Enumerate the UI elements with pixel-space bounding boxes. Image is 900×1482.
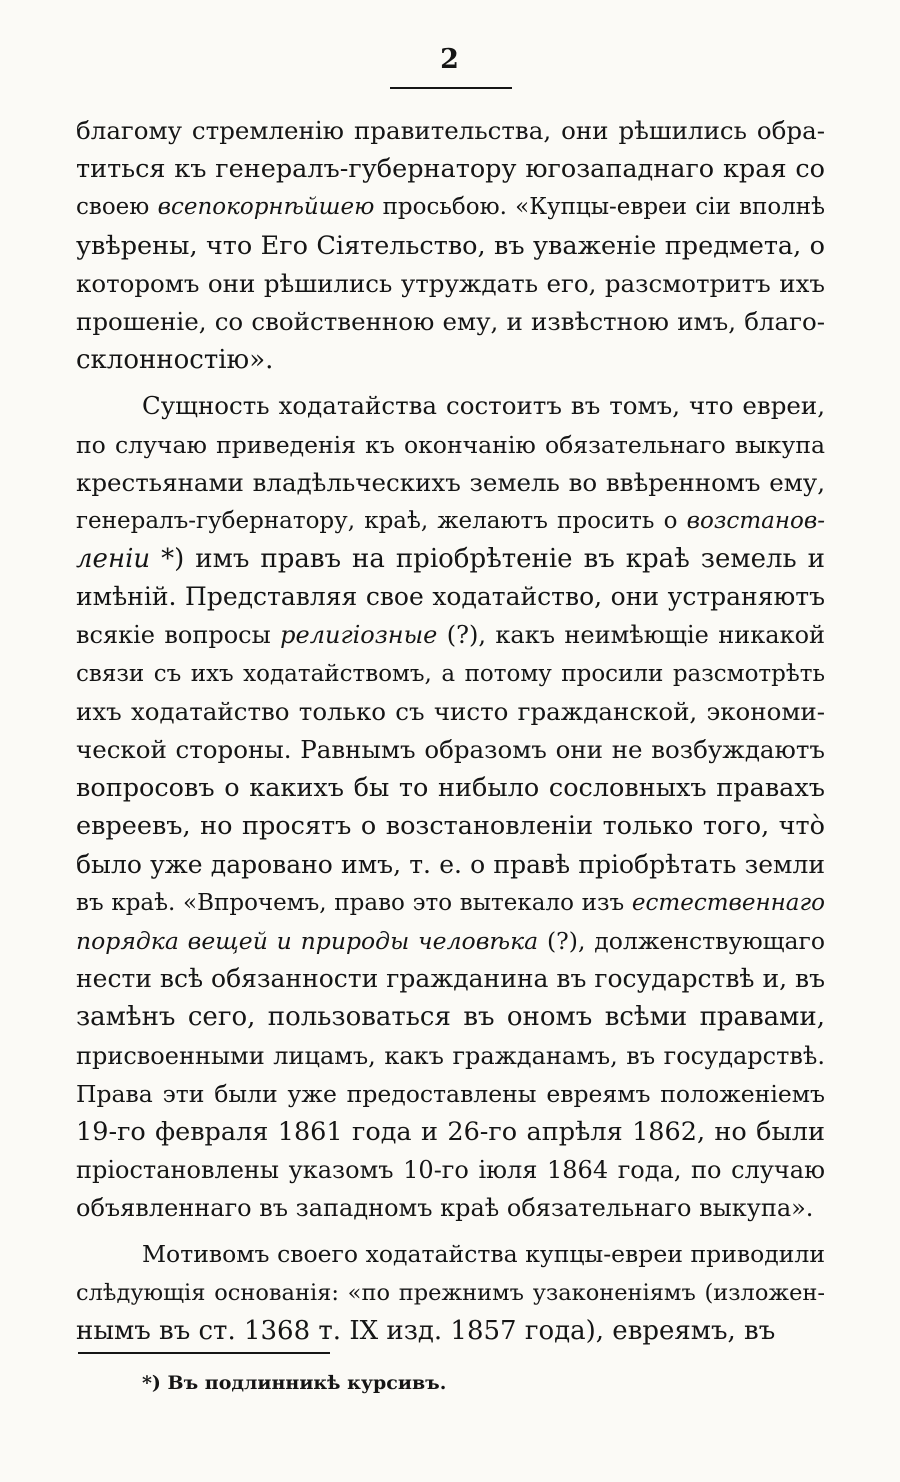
text-line	[76, 227, 825, 265]
text-line	[76, 1151, 825, 1189]
italic-text: всепокорнѣйшею	[157, 194, 375, 221]
body-text	[76, 112, 825, 1350]
text-run: ческой стороны. Равнымъ образомъ они не возбуждаютъ	[76, 735, 825, 764]
text-run: титься къ генералъ-губернатору югозападнаго края со	[76, 154, 825, 185]
text-line	[76, 426, 825, 464]
footnote-rule	[78, 1352, 330, 1354]
paragraph	[76, 387, 825, 1227]
text-line	[76, 578, 825, 616]
text-run: 19-го февраля 1861 года и 26-го апрѣля 1862, но были	[76, 1116, 825, 1147]
text-line	[76, 884, 825, 922]
text-run: генералъ-губернатору, краѣ, желаютъ просить о	[76, 507, 687, 534]
text-run: склонностію».	[76, 345, 274, 376]
text-run: было уже даровано имъ, т. е. о правѣ пріобрѣтать земли	[76, 849, 825, 879]
text-run: (?), долженствующаго	[538, 926, 825, 955]
text-line	[76, 341, 825, 379]
footnote: *) Въ подлинникѣ курсивъ.	[142, 1372, 447, 1394]
text-line	[76, 693, 825, 731]
text-run: Мотивомъ своего ходатайства купцы-евреи приводили	[142, 1240, 825, 1269]
text-run: нести всѣ обязанности гражданина въ государствѣ и, въ	[76, 964, 825, 994]
text-line	[76, 616, 825, 654]
text-line	[76, 188, 825, 226]
italic-text: естественнаго	[631, 889, 825, 916]
text-line	[76, 1037, 825, 1075]
text-run: нымъ въ ст. 1368 т. IX изд. 1857 года), евреямъ, въ	[76, 1315, 776, 1346]
text-run: въ краѣ. «Впрочемъ, право это вытекало изъ	[76, 889, 632, 916]
italic-text: порядка вещей и природы человѣка	[76, 926, 539, 955]
text-line	[76, 112, 825, 150]
text-line	[76, 1274, 825, 1312]
text-run: прошеніе, со свойственною ему, и извѣстною имъ, благо-	[76, 306, 825, 336]
text-run: связи съ ихъ ходатайствомъ, а потому просили разсмотрѣть	[76, 660, 825, 687]
text-run: просьбою. «Купцы-евреи сіи вполнѣ	[374, 194, 826, 221]
text-line	[76, 303, 825, 341]
text-run: (?), какъ неимѣющіе никакой	[437, 621, 826, 650]
text-line	[76, 1235, 825, 1273]
text-line	[76, 1189, 825, 1227]
text-run: благому стремленію правительства, они рѣшились обра-	[76, 116, 825, 145]
text-run: своею	[76, 194, 158, 221]
text-line	[76, 807, 825, 845]
text-run: присвоенными лицамъ, какъ гражданамъ, въ государствѣ.	[76, 1041, 825, 1070]
text-line	[76, 1312, 825, 1350]
text-line	[76, 998, 825, 1036]
text-run: вопросовъ о какихъ бы то нибыло сословныхъ правахъ	[76, 773, 825, 804]
italic-text: религіозные	[280, 621, 438, 650]
text-line	[76, 502, 825, 540]
text-line	[76, 1113, 825, 1151]
text-run: объявленнаго въ западномъ краѣ обязательнаго выкупа».	[76, 1194, 814, 1223]
paragraph-gap	[76, 379, 825, 387]
paragraph	[76, 112, 825, 379]
italic-text: возстанов-	[686, 507, 825, 534]
text-run: которомъ они рѣшились утруждать его, разсмотритъ ихъ	[76, 268, 825, 298]
text-run: евреевъ, но просятъ о возстановленіи только того, что̀	[76, 811, 825, 842]
text-run: крестьянами владѣльческихъ земель во ввѣренномъ ему,	[76, 467, 825, 497]
text-line	[76, 387, 825, 425]
text-line	[76, 464, 825, 502]
text-run: Сущность ходатайства состоитъ въ томъ, что евреи,	[142, 391, 825, 421]
text-line	[76, 731, 825, 769]
text-run: всякіе вопросы	[76, 621, 281, 650]
text-run: *) имъ правъ на пріобрѣтеніе въ краѣ земель и	[150, 544, 825, 575]
text-run: пріостановлены указомъ 10-го іюля 1864 года, по случаю	[76, 1156, 825, 1185]
text-run: ихъ ходатайство только съ чисто гражданской, экономи-	[76, 696, 825, 726]
text-line	[76, 960, 825, 998]
text-line	[76, 922, 825, 960]
text-line	[76, 1075, 825, 1113]
text-line	[76, 769, 825, 807]
paragraph	[76, 1235, 825, 1350]
text-run: увѣрены, что Его Сіятельство, въ уваженіе предмета, о	[76, 230, 825, 261]
italic-text: леніи	[76, 544, 151, 575]
text-line	[76, 540, 825, 578]
text-run: по случаю приведенія къ окончанію обязательнаго выкупа	[76, 430, 825, 459]
page-number-rule	[390, 87, 512, 89]
text-run: имѣній. Представляя свое ходатайство, они устраняютъ	[76, 582, 825, 612]
text-line	[76, 265, 825, 303]
text-line	[76, 655, 825, 693]
page-number: 2	[440, 44, 460, 75]
text-run: Права эти были уже предоставлены евреямъ положеніемъ	[76, 1079, 825, 1108]
text-line	[76, 846, 825, 884]
paragraph-gap	[76, 1227, 825, 1235]
text-line	[76, 150, 825, 188]
text-run: замѣнъ сего, пользоваться въ ономъ всѣми правами,	[76, 1002, 825, 1033]
text-run: слѣдующія основанія: «по прежнимъ узаконеніямъ (изложен-	[76, 1279, 825, 1306]
